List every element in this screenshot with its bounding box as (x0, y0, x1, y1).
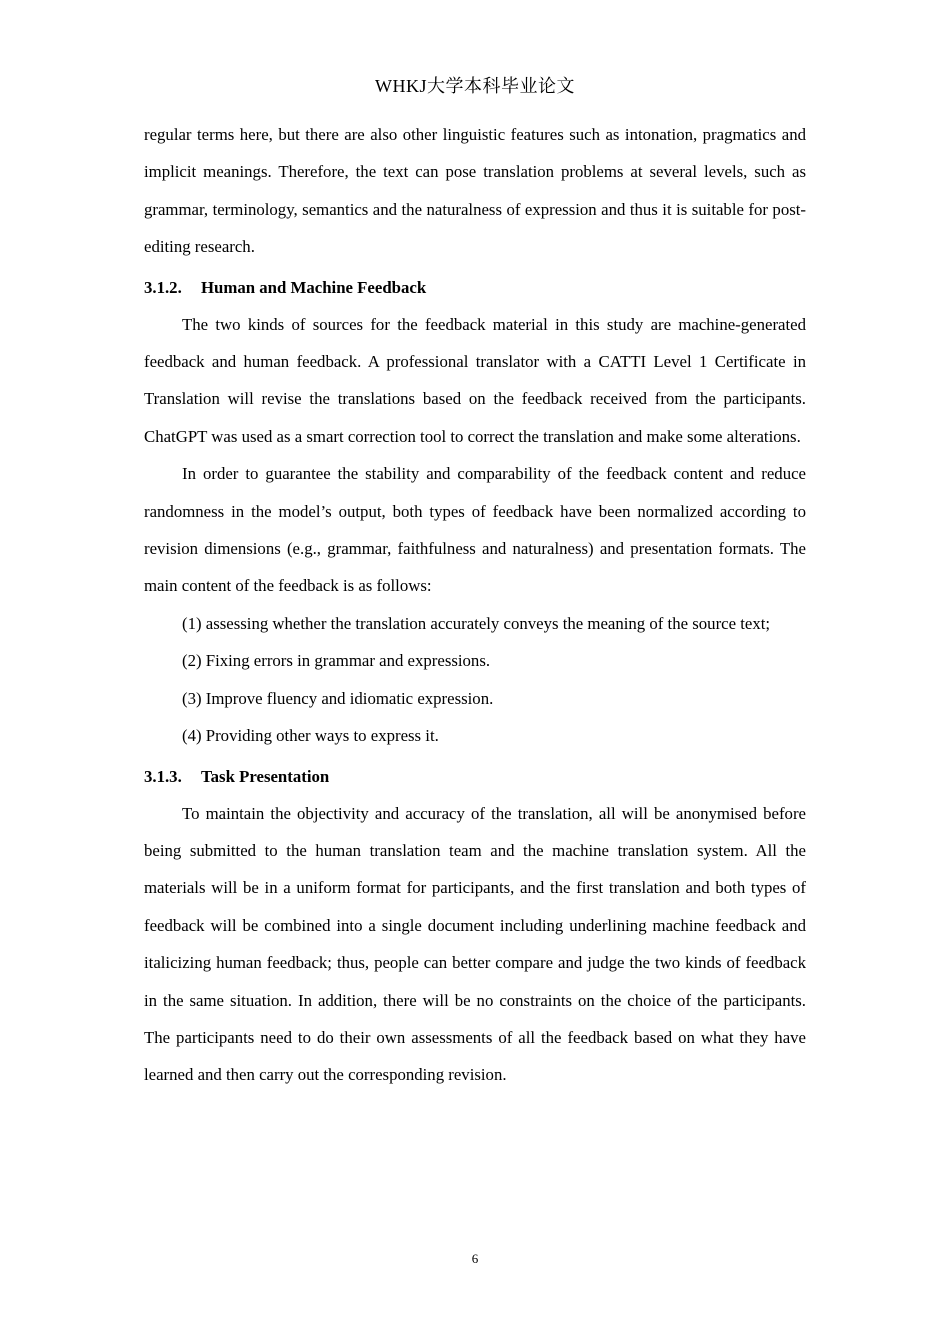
section-number: 3.1.3. (144, 766, 182, 786)
paragraph: regular terms here, but there are also other linguistic features such as intonation, pragmatics and implicit meanings. Therefore, the text can pose translation problems at several levels, such as grammar, terminology, semantics and the naturalness of expression and thus it is suitable for post-editing research. (144, 125, 806, 257)
list-item: (1) assessing whether the translation accurately conveys the meaning of the source text; (182, 613, 771, 633)
list-item: (4) Providing other ways to express it. (182, 726, 439, 746)
body-text (144, 116, 806, 1094)
section-heading (144, 276, 806, 300)
list-item: (2) Fixing errors in grammar and expressions. (182, 651, 491, 671)
section-title: Human and Machine Feedback (201, 277, 427, 297)
paragraph: In order to guarantee the stability and comparability of the feedback content and reduce randomness in the model’s output, both types of feedback have been normalized according to revision dimensions (e.g., grammar, faithfulness and naturalness) and presentation formats. The main content of the feedback is as follows: (144, 464, 806, 596)
section-title: Task Presentation (201, 766, 330, 786)
paragraph: To maintain the objectivity and accuracy of the translation, all will be anonymised before being submitted to the human translation team and the machine translation system. All the materials will be in a uniform format for participants, and the first translation and both types of feedback will be combined into a single document including underlining machine feedback and italicizing human feedback; thus, people can better compare and judge the two kinds of feedback in the same situation. In addition, there will be no constraints on the choice of the participants. The participants need to do their own assessments of all the feedback based on what they have learned and then carry out the corresponding revision. (144, 803, 806, 1085)
paragraph: The two kinds of sources for the feedback material in this study are machine-generated feedback and human feedback. A professional translator with a CATTI Level 1 Certificate in Translation will revise the translations based on the feedback received from the participants. ChatGPT was used as a smart correction tool to correct the translation and make some alterations. (144, 314, 806, 446)
section-number: 3.1.2. (144, 277, 182, 297)
section-heading (144, 765, 806, 789)
list-item: (3) Improve fluency and idiomatic expression. (182, 688, 494, 708)
running-header: WHKJ大学本科毕业论文 (375, 76, 575, 96)
page-number: 6 (471, 1251, 479, 1266)
